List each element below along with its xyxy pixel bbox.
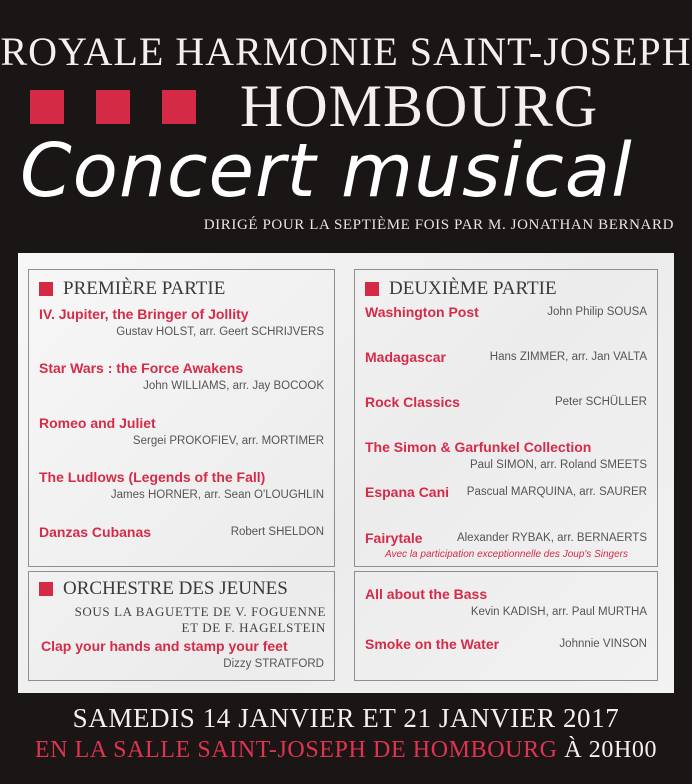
piece-title: Fairytale: [365, 530, 423, 546]
piece-title: Espana Cani: [365, 484, 450, 500]
piece-title: Madagascar: [365, 349, 446, 365]
piece-composer: Pascual MARQUINA, arr. SAURER: [466, 486, 647, 498]
org-name-line2: HOMBOURG: [240, 73, 599, 139]
piece-composer: Gustav HOLST, arr. Geert SCHRIJVERS: [116, 326, 324, 338]
piece-title: Washington Post: [365, 304, 479, 320]
guest-note: Avec la participation exceptionnelle des Joup's Singers: [385, 549, 628, 560]
concert-time: À 20H00: [564, 737, 658, 763]
piece-composer: Alexander RYBAK, arr. BERNAERTS: [456, 532, 647, 544]
red-square-icon: [39, 282, 53, 296]
piece-title: Star Wars : the Force Awakens: [39, 360, 244, 376]
piece-composer: John WILLIAMS, arr. Jay BOCOOK: [143, 380, 324, 392]
org-name-line1: ROYALE HARMONIE SAINT-JOSEPH: [0, 29, 692, 74]
event-title: Concert musical: [20, 128, 633, 214]
piece-title: The Ludlows (Legends of the Fall): [39, 469, 266, 485]
org-name-row: [30, 72, 670, 139]
piece-composer: James HORNER, arr. Sean O'LOUGHLIN: [110, 489, 324, 501]
piece-title: IV. Jupiter, the Bringer of Jollity: [39, 306, 249, 322]
piece-composer: Kevin KADISH, arr. Paul MURTHA: [470, 606, 647, 618]
piece-composer: John Philip SOUSA: [547, 306, 647, 318]
piece-composer: Peter SCHÜLLER: [554, 396, 647, 408]
concert-dates: SAMEDIS 14 JANVIER ET 21 JANVIER 2017: [72, 703, 620, 733]
piece-title: Smoke on the Water: [365, 636, 500, 652]
second-part-box: [354, 269, 658, 567]
conductor-line: DIRIGÉ POUR LA SEPTIÈME FOIS PAR M. JONATHAN BERNARD: [203, 217, 674, 233]
piece-composer: Sergei PROKOFIEV, arr. MORTIMER: [132, 435, 324, 447]
venue-name: EN LA SALLE SAINT-JOSEPH DE HOMBOURG: [34, 737, 558, 763]
first-part-box: [28, 269, 335, 567]
red-square-decoration: [30, 90, 64, 124]
encore-box: [354, 571, 658, 681]
piece-title: All about the Bass: [365, 586, 488, 602]
piece-composer: Johnnie VINSON: [559, 638, 647, 650]
program-panel: [18, 253, 674, 693]
piece-composer: Hans ZIMMER, arr. Jan VALTA: [489, 351, 647, 363]
piece-composer: Paul SIMON, arr. Roland SMEETS: [469, 459, 647, 471]
section-title: PREMIÈRE PARTIE: [63, 278, 226, 299]
youth-orchestra-box: [28, 571, 335, 681]
red-square-icon: [39, 582, 53, 596]
piece-title: Romeo and Juliet: [39, 415, 156, 431]
section-title: DEUXIÈME PARTIE: [389, 278, 557, 299]
youth-conductor-line2: ET DE F. HAGELSTEIN: [181, 620, 326, 635]
piece-title: The Simon & Garfunkel Collection: [365, 439, 592, 455]
youth-conductor-line1: SOUS LA BAGUETTE DE V. FOGUENNE: [74, 604, 326, 619]
piece-composer: Robert SHELDON: [230, 526, 324, 538]
piece-title: Rock Classics: [365, 394, 460, 410]
venue-line: [0, 737, 692, 764]
piece-title: Danzas Cubanas: [39, 524, 152, 540]
red-square-decoration: [162, 90, 196, 124]
red-square-decoration: [96, 90, 130, 124]
piece-title: Clap your hands and stamp your feet: [41, 638, 288, 654]
section-title: ORCHESTRE DES JEUNES: [63, 578, 288, 599]
red-square-icon: [365, 282, 379, 296]
piece-composer: Dizzy STRATFORD: [223, 658, 324, 670]
